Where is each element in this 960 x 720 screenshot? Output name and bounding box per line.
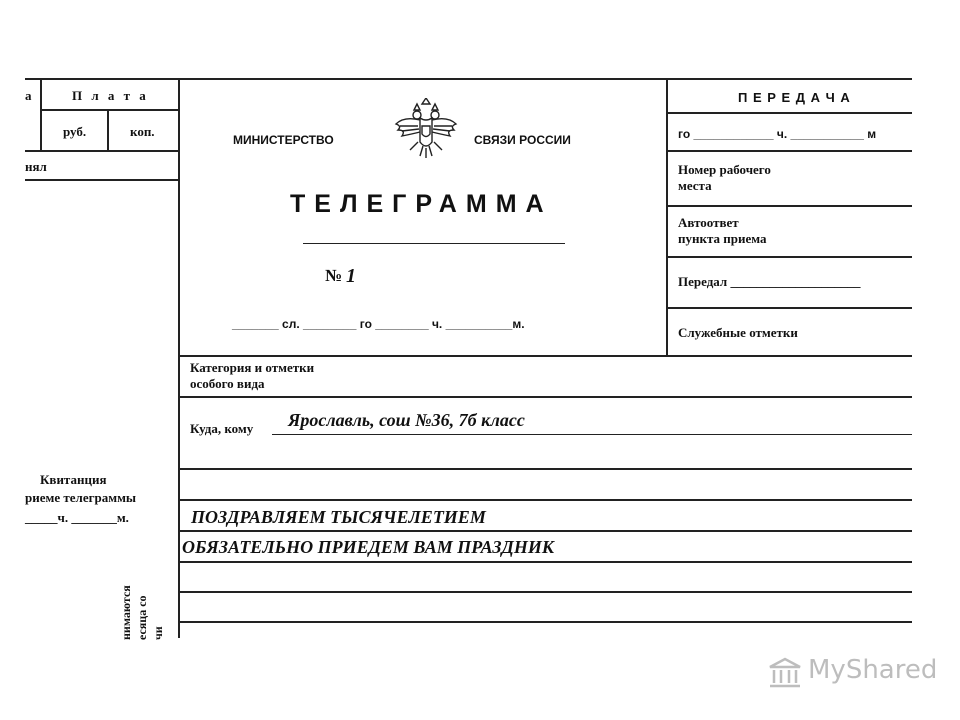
line-stub-fee-divider	[40, 109, 178, 111]
line-body-2	[178, 530, 912, 532]
library-building-icon	[768, 657, 802, 689]
category-label: Категория и отметки особого вида	[190, 360, 315, 391]
line-transmission-left	[666, 78, 668, 355]
transmission-title: П Е Р Е Д А Ч А	[738, 90, 851, 105]
number-label: №	[325, 266, 343, 285]
line-tr-2	[666, 150, 912, 152]
line-address-bottom	[178, 468, 912, 470]
line-tr-4	[666, 256, 912, 258]
line-stub-right	[178, 78, 180, 638]
coat-of-arms-icon	[390, 98, 462, 160]
line-stub-fee-bottom	[25, 150, 178, 152]
service-marks-label: Служебные отметки	[678, 325, 798, 340]
line-stub-rub-kop	[107, 109, 109, 150]
transmission-time-line: го ____________ ч. ___________ м	[678, 127, 877, 141]
ministry-left: МИНИСТЕРСТВО	[233, 133, 334, 147]
telegram-title: ТЕЛЕГРАММА	[290, 190, 553, 218]
stub-cut-letter: а	[25, 88, 32, 103]
sent-by-line: Передал ____________________	[678, 274, 861, 289]
line-body-3	[178, 561, 912, 563]
line-stub-accepted	[25, 179, 178, 181]
line-stub-left	[40, 78, 42, 150]
line-stub-top	[25, 78, 178, 80]
watermark-brand: MyShared	[808, 655, 938, 685]
stub-accepted: нял	[25, 159, 47, 174]
receipt-line2: риеме телеграммы	[25, 490, 137, 505]
message-line-2: ОБЯЗАТЕЛЬНО ПРИЕДЕМ ВАМ ПРАЗДНИК	[182, 537, 555, 557]
line-address-underline	[272, 434, 912, 435]
autoreply-label: Автоответ пункта приема	[678, 215, 767, 246]
workplace-label: Номер рабочего места	[678, 162, 771, 193]
line-main-top	[178, 78, 912, 80]
address-label: Куда, кому	[190, 421, 254, 436]
line-tr-1	[666, 112, 912, 114]
stub-rub: руб.	[63, 124, 87, 139]
number-value: 1	[346, 265, 356, 287]
line-category-bottom	[178, 396, 912, 398]
stub-kop: коп.	[130, 124, 155, 139]
line-tr-5	[666, 307, 912, 309]
line-body-5	[178, 621, 912, 623]
header-info-line: _______ сл. ________ го ________ ч. __________м.	[232, 317, 525, 331]
line-tr-3	[666, 205, 912, 207]
line-body-4	[178, 591, 912, 593]
message-line-1: ПОЗДРАВЛЯЕМ ТЫСЯЧЕЛЕТИЕМ	[191, 507, 486, 527]
ministry-right: СВЯЗИ РОССИИ	[474, 133, 571, 147]
receipt-title: Квитанция	[40, 472, 107, 487]
stub-vertical-2: есяца со	[135, 595, 149, 640]
address-value: Ярославль, сош №36, 7б класс	[288, 410, 525, 430]
stub-vertical-3: чи	[151, 626, 165, 640]
stub-vertical-1: нимаются	[119, 585, 133, 640]
receipt-time-line: _____ч. _______м.	[25, 510, 129, 525]
line-body-1	[178, 499, 912, 501]
line-body-top	[178, 355, 912, 357]
title-underline	[303, 243, 565, 244]
stub-fee-header: П л а т а	[72, 88, 149, 103]
